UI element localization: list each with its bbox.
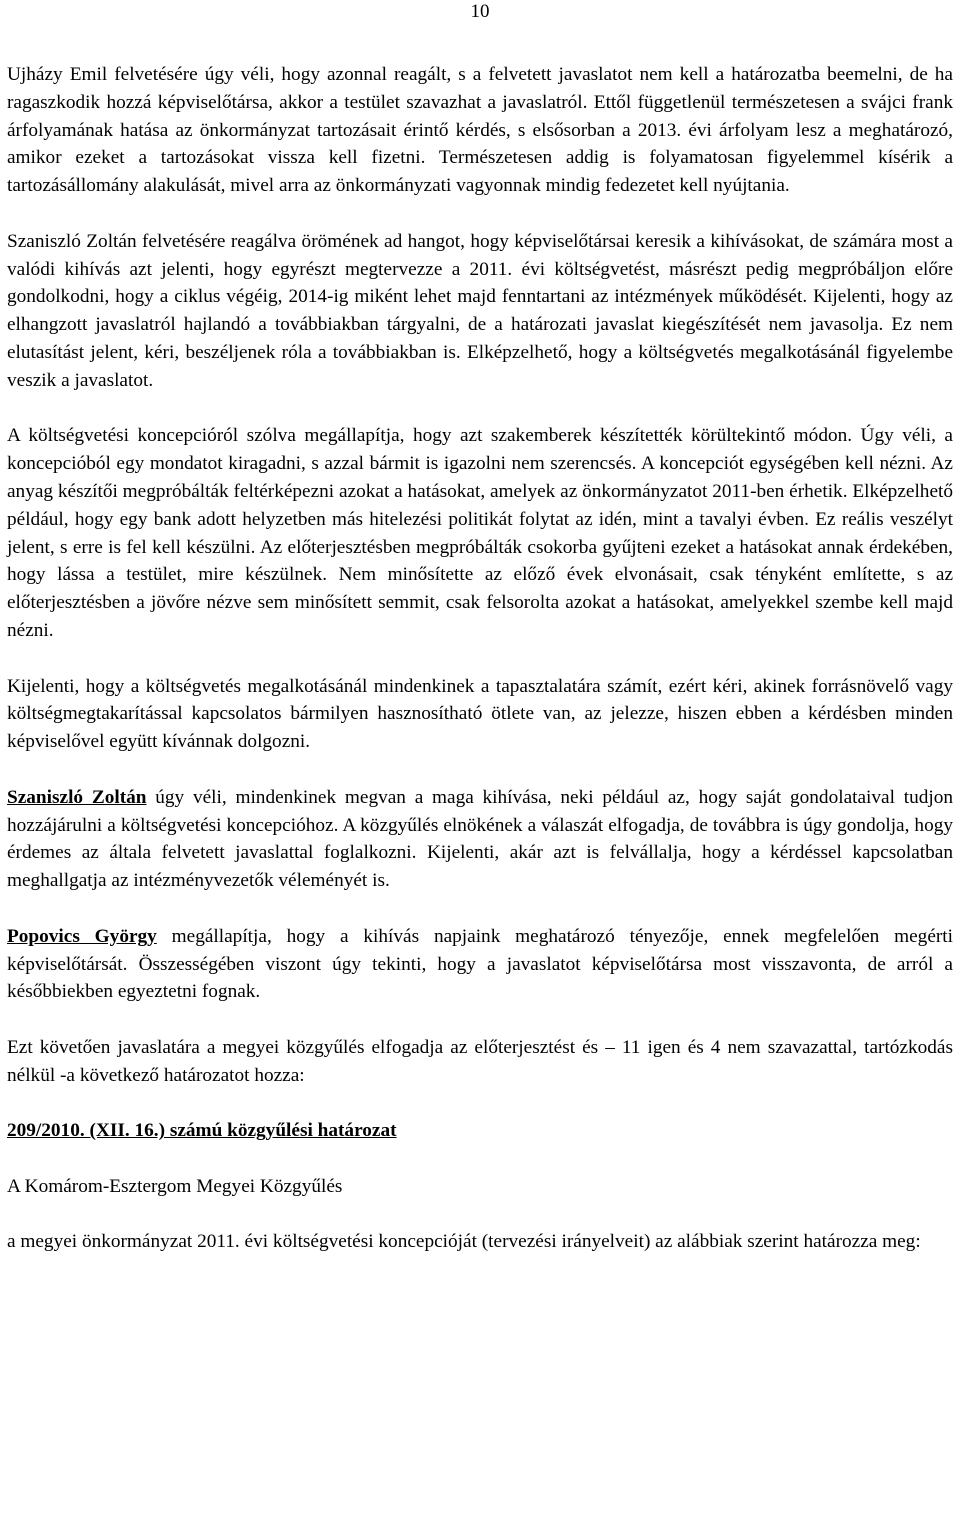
speech-szaniszlo xyxy=(7,784,953,895)
paragraph-ujhazy-response: Ujházy Emil felvetésére úgy véli, hogy azonnal reagált, s a felvetett javaslatot nem kell a határozatba beemelni, de ha ragaszkodik hozzá képviselőtársa, akkor a testület szavazhat a javaslatról. Ettől függetlenül természetesen a svájci frank árfolyamának hatása az önkormányzat tartozásait érintő kérdés, s elsősorban a 2013. évi árfolyam lesz a meghatározó, amikor ezeket a tartozásokat vissza kell fizetni. Természetesen addig is folyamatosan figyelemmel kísérik a tartozásállomány alakulását, mivel arra az önkormányzati vagyonnak mindig fedezetet kell nyújtania. xyxy=(7,64,953,197)
paragraph-szaniszlo-response: Szaniszló Zoltán felvetésére reagálva örömének ad hangot, hogy képviselőtársai keresik a kihívásokat, de számára most a valódi kihívás azt jelenti, hogy egyrészt megtervezze a 2011. évi költségvetést, másrészt pedig megpróbáljon előre gondolkodni, hogy a ciklus végéig, 2014-ig miként lehet majd fenntartani az intézmények működését. Kijelenti, hogy az elhangzott javaslatról hajlandó a továbbiakban tárgyalni, de a határozati javaslat kiegészítését nem javasolja. Ez nem elutasítást jelent, kéri, beszéljenek róla a továbbiakban is. Elképzelhető, hogy a költségvetés megalkotásánál figyelembe veszik a javaslatot. xyxy=(7,230,953,391)
vote-paragraph: Ezt követően javaslatára a megyei közgyűlés elfogadja az előterjesztést és – 11 igen és 4 nem szavazattal, tartózkodás nélkül -a következő határozatot hozza: xyxy=(7,1036,953,1086)
speech-text: úgy véli, mindenkinek megvan a maga kihívása, neki például az, hogy saját gondolataival tudjon hozzájárulni a költségvetési koncepcióhoz. A közgyűlés elnökének a válaszát elfogadja, de továbbra is úgy gondolja, hogy érdemes az általa felvetett javaslattal foglalkozni. Kijelenti, akár azt is felvállalja, hogy a kérdéssel kapcsolatban meghallgatja az intézményvezetők véleményét is. xyxy=(7,786,954,892)
document-body xyxy=(7,61,953,1284)
page-number: 10 xyxy=(470,1,490,22)
speech-popovics xyxy=(7,923,953,1006)
speaker-name: Popovics György xyxy=(7,925,157,947)
resolution-intro: a megyei önkormányzat 2011. évi költségvetési koncepcióját (tervezési irányelveit) az alábbiak szerint határozza meg: xyxy=(7,1231,921,1253)
resolution-issuer: A Komárom-Esztergom Megyei Közgyűlés xyxy=(7,1175,343,1197)
speaker-name: Szaniszló Zoltán xyxy=(7,786,147,808)
paragraph-cooperation: Kijelenti, hogy a költségvetés megalkotásánál mindenkinek a tapasztalatára számít, ezért kéri, akinek forrásnövelő vagy költségmegtakarítással kapcsolatos bármilyen hasznosítható ötlete van, az jelezze, hiszen ebben a kérdésben minden képviselővel együtt kívánnak dolgozni. xyxy=(7,675,953,753)
speech-text: megállapítja, hogy a kihívás napjaink meghatározó tényezője, ennek megfelelően megérti képviselőtársát. Összességében viszont úgy tekinti, hogy a javaslatot képviselőtársa most visszavonta, de arról a későbbiekben egyeztetni fognak. xyxy=(7,925,954,1003)
paragraph-budget-concept: A költségvetési koncepcióról szólva megállapítja, hogy azt szakemberek készítették körültekintő módon. Úgy véli, a koncepcióból egy mondatot kiragadni, s azzal bármit is igazolni nem szerencsés. A koncepciót egységében kell nézni. Az anyag készítői megpróbálták feltérképezni azokat a hatásokat, amelyek az önkormányzatot 2011-ben érhetik. Elképzelhető például, hogy egy bank adott helyzetben más hitelezési politikát folytat az idén, mint a tavalyi évben. Ez reális veszélyt jelent, s erre is fel kell készülni. Az előterjesztésben megpróbálták csokorba gyűjteni ezeket a hatásokat annak érdekében, hogy lássa a testület, mire készülnek. Nem minősítette az előző évek elvonásait, csak tényként említette, s az előterjesztésben a jövőre nézve sem minősített semmit, csak felsorolta azokat a hatásokat, amelyekkel szembe kell majd nézni. xyxy=(7,425,953,641)
resolution-title: 209/2010. (XII. 16.) számú közgyűlési határozat xyxy=(7,1120,397,1142)
